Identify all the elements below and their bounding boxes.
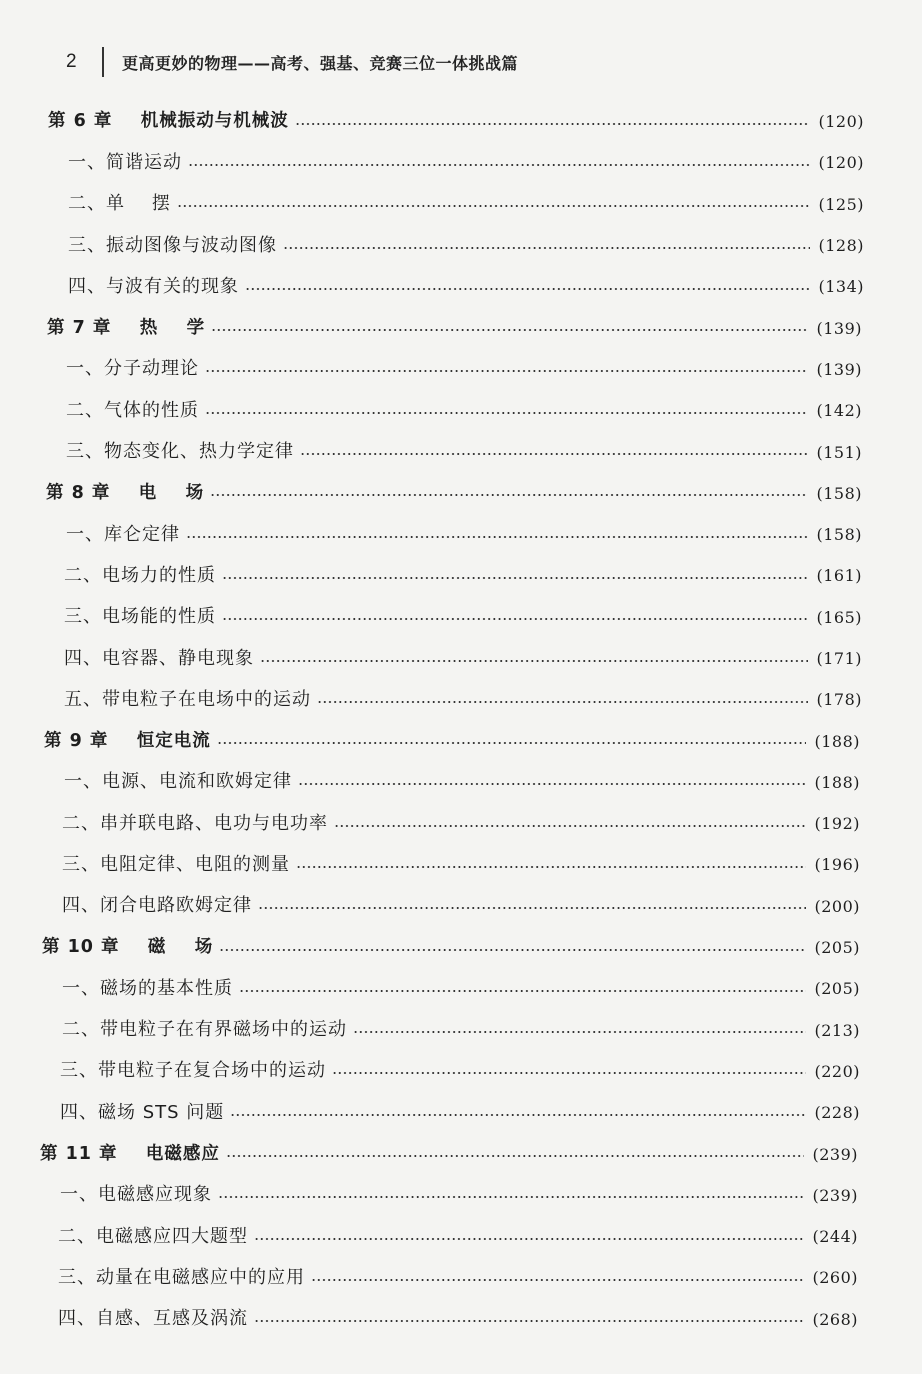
page-ref: (200) — [814, 896, 860, 916]
page-ref: (188) — [814, 731, 860, 751]
toc-section-row — [0, 388, 922, 429]
page-ref: (213) — [814, 1020, 860, 1040]
section-title: 三、物态变化、热力学定律 — [66, 441, 294, 463]
toc-section-row — [0, 1173, 922, 1214]
section-title: 一、磁场的基本性质 — [62, 977, 233, 999]
page-ref: (120) — [818, 112, 864, 132]
toc-section-row — [0, 1049, 922, 1090]
toc-section-row — [0, 1008, 922, 1049]
dot-leader — [205, 412, 808, 414]
toc-chapter-row — [0, 1131, 922, 1172]
page-ref: (139) — [816, 359, 862, 379]
section-title: 四、电容器、静电现象 — [64, 647, 254, 669]
page-ref: (188) — [814, 772, 860, 792]
dot-leader — [219, 949, 806, 951]
toc-chapter-row — [0, 471, 922, 512]
dot-leader — [311, 1279, 804, 1281]
page-ref: (128) — [818, 236, 864, 256]
page-ref: (239) — [812, 1185, 858, 1205]
section-title: 四、自感、互感及涡流 — [58, 1308, 248, 1330]
toc-section-row — [0, 842, 922, 883]
section-title: 二、串并联电路、电功与电功率 — [62, 812, 328, 834]
page-ref: (120) — [818, 153, 864, 173]
toc-section-row — [0, 140, 922, 181]
toc-section-row — [0, 553, 922, 594]
page-ref: (178) — [816, 690, 862, 710]
dot-leader — [332, 1072, 806, 1074]
page-ref: (139) — [816, 318, 862, 338]
page-ref: (142) — [816, 401, 862, 421]
section-title: 四、磁场 STS 问题 — [60, 1101, 225, 1123]
dot-leader — [258, 907, 806, 909]
page-ref: (165) — [816, 607, 862, 627]
toc-section-row — [0, 677, 922, 718]
section-title: 一、简谐运动 — [68, 151, 182, 173]
dot-leader — [254, 1238, 804, 1240]
page-ref: (192) — [814, 814, 860, 834]
page-ref: (134) — [818, 277, 864, 297]
page-ref: (171) — [816, 649, 862, 668]
section-title: 二、带电粒子在有界磁场中的运动 — [62, 1019, 347, 1041]
section-title: 三、动量在电磁感应中的应用 — [58, 1266, 305, 1288]
dot-leader — [205, 370, 808, 372]
section-title: 一、电磁感应现象 — [60, 1184, 212, 1206]
dot-leader — [218, 1196, 804, 1198]
toc-chapter-row — [0, 305, 922, 346]
dot-leader — [353, 1031, 806, 1033]
dot-leader — [245, 288, 810, 290]
toc-section-row — [0, 884, 922, 925]
dot-leader — [226, 1155, 805, 1157]
page-ref: (161) — [816, 566, 862, 586]
dot-leader — [283, 247, 810, 249]
toc-section-row — [0, 347, 922, 388]
book-title: 更高更妙的物理——高考、强基、竞赛三位一体挑战篇 — [122, 53, 519, 73]
toc-section-row — [0, 1214, 922, 1255]
chapter-title: 第 11 章 电磁感应 — [40, 1143, 220, 1164]
dot-leader — [239, 990, 806, 992]
chapter-title: 第 7 章 热 学 — [47, 317, 206, 338]
toc-chapter-row — [0, 99, 922, 140]
page-ref: (268) — [812, 1309, 858, 1329]
section-title: 四、与波有关的现象 — [68, 275, 239, 297]
toc-section-row — [0, 1255, 922, 1296]
dot-leader — [186, 536, 808, 538]
toc-section-row — [0, 1090, 922, 1131]
chapter-title: 第 8 章 电 场 — [46, 482, 205, 503]
page-ref: (220) — [814, 1061, 860, 1081]
toc-chapter-row — [0, 925, 922, 966]
section-title: 二、气体的性质 — [66, 399, 199, 421]
dot-leader — [177, 205, 811, 207]
toc-section-row — [0, 264, 922, 305]
chapter-title: 第 6 章 机械振动与机械波 — [48, 111, 289, 132]
page-ref: (125) — [818, 194, 864, 214]
section-title: 二、单 摆 — [68, 193, 171, 215]
page-number: 2 — [66, 51, 77, 72]
section-title: 四、闭合电路欧姆定律 — [62, 895, 252, 917]
dot-leader — [188, 164, 810, 166]
toc-chapter-row — [0, 718, 922, 759]
section-title: 三、电阻定律、电阻的测量 — [62, 853, 290, 875]
dot-leader — [296, 866, 806, 868]
page-ref: (239) — [812, 1144, 858, 1164]
toc-section-row — [0, 760, 922, 801]
page-ref: (158) — [816, 525, 862, 545]
dot-leader — [334, 825, 806, 827]
section-title: 三、电场能的性质 — [64, 606, 216, 628]
page-ref: (260) — [812, 1268, 858, 1288]
dot-leader — [210, 494, 808, 496]
section-title: 五、带电粒子在电场中的运动 — [64, 688, 311, 710]
dot-leader — [211, 329, 808, 331]
section-title: 三、振动图像与波动图像 — [68, 234, 277, 256]
toc-section-row — [0, 801, 922, 842]
page-ref: (205) — [814, 979, 860, 999]
dot-leader — [295, 123, 811, 125]
section-title: 一、库仑定律 — [66, 523, 180, 545]
page-ref: (228) — [814, 1103, 860, 1123]
toc-section-row — [0, 223, 922, 264]
toc-section-row — [0, 182, 922, 223]
page-ref: (158) — [816, 483, 862, 503]
dot-leader — [230, 1114, 806, 1116]
section-title: 一、电源、电流和欧姆定律 — [64, 771, 292, 793]
page-ref: (151) — [816, 442, 862, 462]
dot-leader — [260, 660, 808, 662]
page-header — [66, 46, 518, 78]
toc-section-row — [0, 429, 922, 470]
dot-leader — [300, 453, 808, 455]
toc-section-row — [0, 1297, 922, 1338]
chapter-title: 第 10 章 磁 场 — [42, 937, 214, 958]
page-ref: (196) — [814, 855, 860, 875]
page-ref: (244) — [812, 1227, 858, 1247]
table-of-contents — [0, 99, 922, 1338]
section-title: 二、电磁感应四大题型 — [58, 1225, 248, 1247]
dot-leader — [222, 618, 808, 620]
section-title: 二、电场力的性质 — [64, 564, 216, 586]
section-title: 三、带电粒子在复合场中的运动 — [60, 1060, 326, 1082]
page-ref: (205) — [814, 938, 860, 958]
toc-section-row — [0, 636, 922, 677]
toc-section-row — [0, 966, 922, 1007]
chapter-title: 第 9 章 恒定电流 — [44, 730, 211, 751]
dot-leader — [254, 1320, 804, 1322]
dot-leader — [317, 701, 808, 703]
dot-leader — [217, 742, 807, 744]
dot-leader — [222, 577, 808, 579]
dot-leader — [298, 783, 806, 785]
toc-section-row — [0, 512, 922, 553]
header-divider — [102, 47, 104, 77]
section-title: 一、分子动理论 — [66, 358, 199, 380]
toc-section-row — [0, 595, 922, 636]
